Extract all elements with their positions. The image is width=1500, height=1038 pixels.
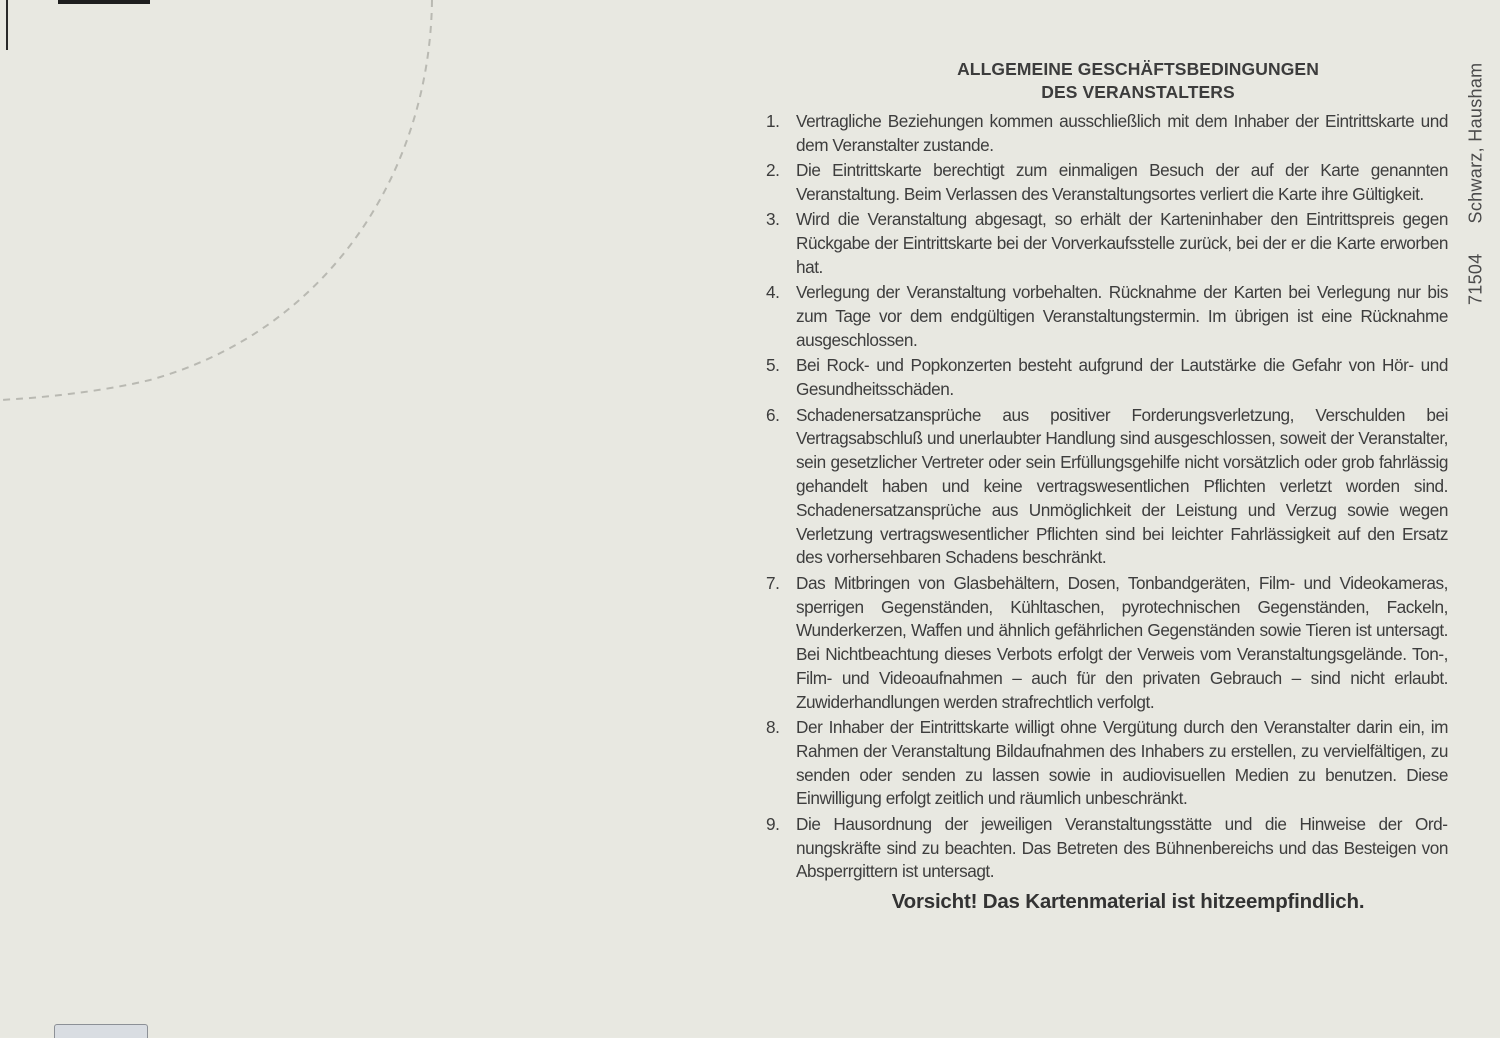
heat-warning: Vorsicht! Das Kartenmaterial ist hitzeempfindlich. bbox=[891, 890, 1365, 914]
term-number: 4. bbox=[766, 282, 780, 303]
term-item bbox=[758, 813, 1448, 884]
term-item bbox=[758, 159, 1448, 207]
printer-imprint bbox=[1466, 45, 1487, 305]
term-number: 9. bbox=[766, 813, 780, 834]
term-text: Das Mitbringen von Glasbehältern, Dosen, Tonbandgeräten, Film- und Videokameras, sperrigen Gegenständen, Kühltaschen, pyrotechnischen Gegenständen, Fackeln, Wunderkerzen, Waffen und ähnlich gefährlichen Gegenständen sowie Tieren ist untersagt. Bei Nichtbeachtung dieses Verbots erfolgt der Verweis vom Veranstaltungsgelände. Ton-, Film- und Videoaufnahmen – auch für den privaten Gebrauch – sind nicht erlaubt. Zuwiderhandlungen werden strafrechtlich verfolgt. bbox=[796, 572, 1448, 712]
printer-name: Schwarz, Hausham bbox=[1465, 62, 1486, 224]
term-number: 8. bbox=[766, 717, 780, 738]
term-item bbox=[758, 572, 1448, 715]
term-text: Der Inhaber der Eintrittskarte willigt ohne Vergütung durch den Veranstalter darin ein, im Rahmen der Veranstaltung Bildaufnahmen des Inhabers zu erstellen, zu vervielfältigen, zu senden oder senden zu lassen sowie in audiovisuellen Medien zu benutzen. Diese Einwilligung erfolgt zeitlich und räumlich unbeschränkt. bbox=[796, 717, 1448, 809]
term-item bbox=[758, 404, 1448, 571]
term-text: Die Eintrittskarte berechtigt zum einmaligen Besuch der auf der Karte genannten Veranstaltung. Beim Verlassen des Veranstaltungsortes verliert die Karte ihre Gültigkeit. bbox=[796, 160, 1448, 204]
terms-section bbox=[758, 58, 1448, 916]
terms-heading-line1: ALLGEMEINE GESCHÄFTSBEDINGUNGEN bbox=[957, 59, 1319, 79]
terms-heading-line2: DES VERANSTALTERS bbox=[1041, 82, 1235, 102]
term-item bbox=[758, 208, 1448, 279]
term-item bbox=[758, 281, 1448, 352]
term-text: Die Hausordnung der jeweiligen Veranstaltungsstätte und die Hinweise der Ordnungskräfte sind zu beachten. Das Betreten des Bühnenbereichs und das Besteigen von Absperrgittern ist untersagt. bbox=[796, 813, 1448, 882]
terms-list bbox=[758, 110, 1448, 884]
term-item bbox=[758, 716, 1448, 811]
terms-heading bbox=[758, 58, 1448, 104]
term-text: Vertragliche Beziehungen kommen ausschließlich mit dem Inhaber der Eintrittskarte und dem Veranstalter zustande. bbox=[796, 111, 1448, 155]
term-text: Schadenersatzansprüche aus positiver Forderungsverletzung, Verschulden bei Vertragsabschluß und unerlaubter Handlung sind ausgeschlossen, soweit der Veranstalter, sein gesetzlicher Vertreter oder sein Erfüllungsgehilfe nicht vorsätzlich oder grob fahrlässig gehandelt haben und keine vertragswesentlichen Pflichten verletzt worden sind. Schadenersatzansprüche aus Unmöglichkeit der Leistung und Verzug sowie wegen Verletzung vertragswesentlicher Pflichten sind bei leichter Fahrlässigkeit auf den Ersatz des vorhersehbaren Schadens beschränkt. bbox=[796, 404, 1448, 568]
term-number: 7. bbox=[766, 572, 780, 593]
term-number: 2. bbox=[766, 160, 780, 181]
term-text: Bei Rock- und Popkonzerten besteht aufgrund der Lautstärke die Gefahr von Hör- und Gesundheitsschäden. bbox=[796, 355, 1448, 400]
term-number: 5. bbox=[766, 355, 780, 376]
term-number: 6. bbox=[766, 404, 780, 425]
bottom-slot-mark bbox=[54, 1024, 148, 1038]
perforation-line bbox=[0, 0, 450, 410]
term-item bbox=[758, 354, 1448, 402]
term-number: 1. bbox=[766, 111, 780, 131]
term-text: Verlegung der Veranstaltung vorbehalten. Rücknahme der Karten bei Verlegung nur bis zum Tage vor dem endgültigen Veranstaltungstermin. Im übrigen ist eine Rücknahme ausgeschlossen. bbox=[796, 282, 1448, 350]
term-item bbox=[758, 110, 1448, 158]
term-number: 3. bbox=[766, 209, 780, 230]
printer-code: 71504 bbox=[1465, 253, 1486, 305]
term-text: Wird die Veranstaltung abgesagt, so erhält der Karteninhaber den Eintrittspreis gegen Rückgabe der Eintrittskarte bei der Vorverkaufsstelle zurück, bei der er die Karte erworben hat. bbox=[796, 209, 1448, 277]
